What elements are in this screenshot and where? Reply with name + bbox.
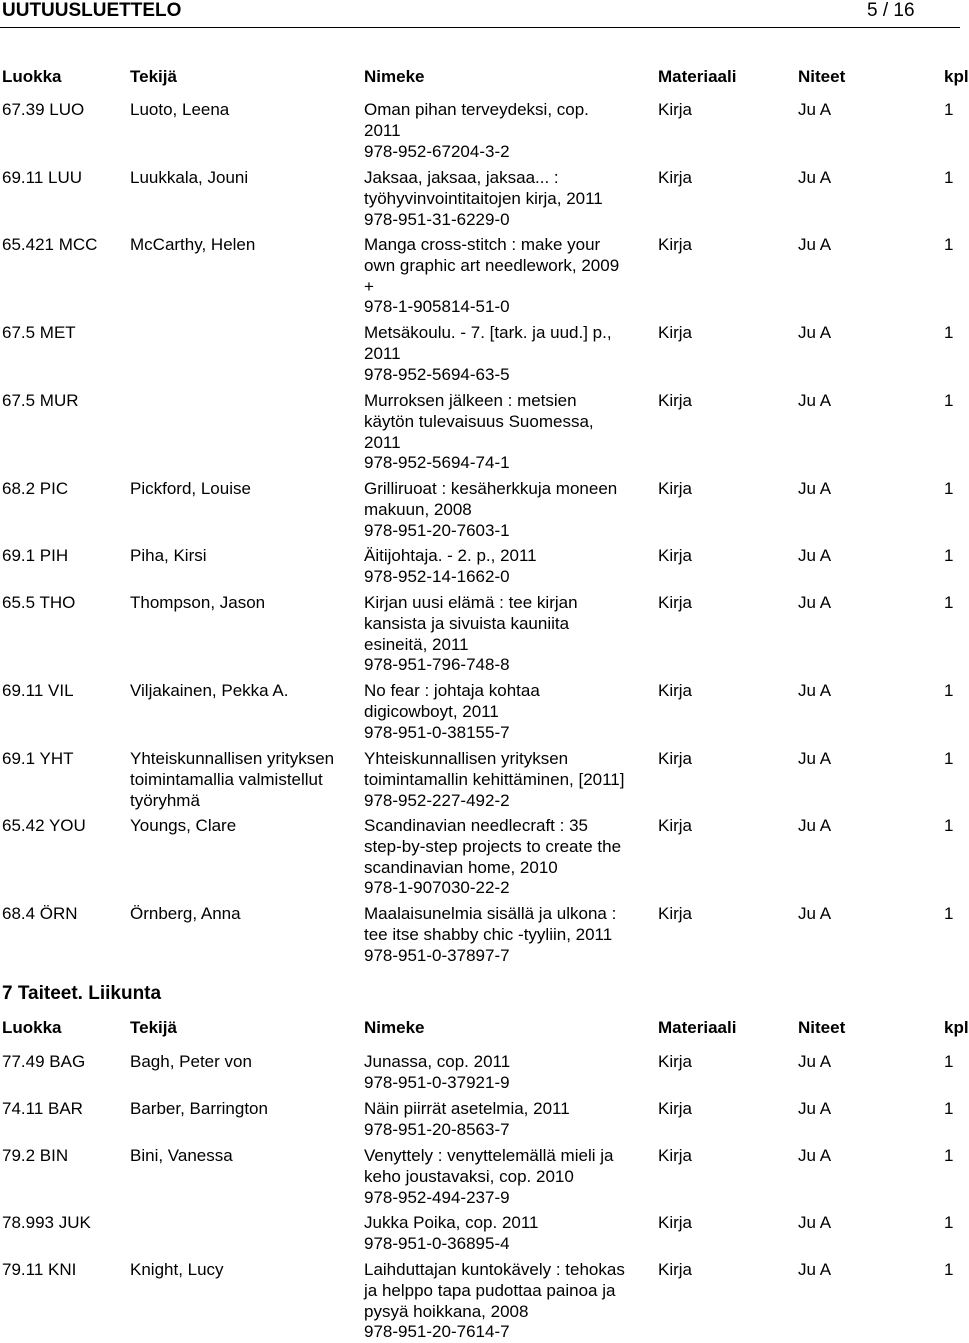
cell-luokka: 78.993 JUK bbox=[2, 1213, 91, 1232]
cell-tekija: Yhteiskunnallisen yrityksen toimintamallia valmistellut työryhmä bbox=[130, 749, 335, 810]
cell-nimeke bbox=[364, 681, 656, 743]
cell-kpl: 1 bbox=[944, 323, 954, 342]
title-line: Laihduttajan kuntokävely : tehokas bbox=[364, 1260, 625, 1279]
title-line: ja helppo tapa pudottaa painoa ja bbox=[364, 1280, 616, 1300]
cell-niteet: Ju A bbox=[798, 391, 832, 410]
cell-materiaali: Kirja bbox=[658, 1099, 693, 1118]
title-line: Äitijohtaja. - 2. p., 2011 bbox=[364, 546, 537, 565]
title-line: Maalaisunelmia sisällä ja ulkona : bbox=[364, 904, 617, 923]
cell-materiaali: Kirja bbox=[658, 100, 693, 119]
column-header-tekija: Tekijä bbox=[130, 1018, 177, 1037]
cell-luokka: 65.5 THO bbox=[2, 593, 76, 612]
cell-niteet: Ju A bbox=[798, 1260, 832, 1279]
title-line: Venyttely : venyttelemällä mieli ja bbox=[364, 1146, 614, 1165]
title-line: Oman pihan terveydeksi, cop. bbox=[364, 100, 589, 119]
cell-niteet: Ju A bbox=[798, 816, 832, 835]
title-line: kansista ja sivuista kauniita bbox=[364, 613, 570, 633]
cell-nimeke bbox=[364, 323, 656, 385]
cell-nimeke bbox=[364, 391, 656, 474]
cell-nimeke bbox=[364, 168, 656, 230]
catalog-title: UUTUUSLUETTELO bbox=[2, 0, 182, 21]
column-header-row bbox=[0, 1018, 969, 1040]
cell-nimeke bbox=[364, 904, 656, 966]
cell-nimeke bbox=[364, 235, 656, 318]
cell-kpl: 1 bbox=[944, 168, 954, 187]
cell-materiaali: Kirja bbox=[658, 479, 693, 498]
title-line: keho joustavaksi, cop. 2010 bbox=[364, 1166, 574, 1186]
cell-kpl: 1 bbox=[944, 479, 954, 498]
cell-kpl: 1 bbox=[944, 816, 954, 835]
header-divider bbox=[0, 27, 960, 28]
cell-luokka: 74.11 BAR bbox=[2, 1099, 83, 1118]
cell-tekija: Knight, Lucy bbox=[130, 1260, 224, 1279]
cell-nimeke bbox=[364, 100, 656, 162]
title-line: 978-952-67204-3-2 bbox=[364, 141, 510, 161]
title-line: 978-951-20-7614-7 bbox=[364, 1322, 510, 1342]
cell-tekija: Youngs, Clare bbox=[130, 816, 237, 835]
cell-tekija: Bini, Vanessa bbox=[130, 1146, 233, 1165]
cell-kpl: 1 bbox=[944, 100, 954, 119]
cell-materiaali: Kirja bbox=[658, 1052, 693, 1071]
cell-nimeke bbox=[364, 749, 656, 811]
cell-tekija: Luoto, Leena bbox=[130, 100, 230, 119]
cell-materiaali: Kirja bbox=[658, 1146, 693, 1165]
cell-luokka: 79.11 KNI bbox=[2, 1260, 77, 1279]
cell-luokka: 65.42 YOU bbox=[2, 816, 86, 835]
column-header-nimeke: Nimeke bbox=[364, 1018, 425, 1037]
cell-luokka: 79.2 BIN bbox=[2, 1146, 69, 1165]
title-line: step-by-step projects to create the bbox=[364, 836, 622, 856]
cell-nimeke bbox=[364, 546, 656, 588]
title-line: Yhteiskunnallisen yrityksen bbox=[364, 749, 569, 768]
title-line: Junassa, cop. 2011 bbox=[364, 1052, 511, 1071]
cell-niteet: Ju A bbox=[798, 1052, 832, 1071]
cell-materiaali: Kirja bbox=[658, 816, 693, 835]
cell-kpl: 1 bbox=[944, 1052, 954, 1071]
cell-niteet: Ju A bbox=[798, 100, 832, 119]
title-line: Kirjan uusi elämä : tee kirjan bbox=[364, 593, 578, 612]
cell-luokka: 77.49 BAG bbox=[2, 1052, 86, 1071]
column-header-luokka: Luokka bbox=[2, 67, 62, 86]
column-header-niteet: Niteet bbox=[798, 1018, 846, 1037]
cell-nimeke bbox=[364, 1099, 656, 1141]
cell-niteet: Ju A bbox=[798, 1099, 832, 1118]
title-line: tee itse shabby chic -tyyliin, 2011 bbox=[364, 924, 613, 944]
cell-tekija: Barber, Barrington bbox=[130, 1099, 268, 1118]
cell-kpl: 1 bbox=[944, 749, 954, 768]
title-line: 2011 bbox=[364, 120, 401, 140]
column-header-nimeke: Nimeke bbox=[364, 67, 425, 86]
cell-materiaali: Kirja bbox=[658, 904, 693, 923]
cell-kpl: 1 bbox=[944, 681, 954, 700]
cell-luokka: 68.4 ÖRN bbox=[2, 904, 78, 923]
cell-nimeke bbox=[364, 1146, 656, 1208]
cell-luokka: 67.5 MET bbox=[2, 323, 76, 342]
cell-niteet: Ju A bbox=[798, 681, 832, 700]
cell-kpl: 1 bbox=[944, 546, 954, 565]
title-line: Scandinavian needlecraft : 35 bbox=[364, 816, 588, 835]
cell-materiaali: Kirja bbox=[658, 749, 693, 768]
section-title: 7 Taiteet. Liikunta bbox=[2, 983, 162, 1004]
cell-niteet: Ju A bbox=[798, 1213, 832, 1232]
cell-nimeke bbox=[364, 1260, 656, 1343]
title-line: 978-951-20-7603-1 bbox=[364, 520, 510, 540]
cell-niteet: Ju A bbox=[798, 749, 832, 768]
cell-niteet: Ju A bbox=[798, 546, 832, 565]
cell-kpl: 1 bbox=[944, 1146, 954, 1165]
title-line: digicowboyt, 2011 bbox=[364, 701, 499, 721]
title-line: Metsäkoulu. - 7. [tark. ja uud.] p., bbox=[364, 323, 612, 342]
title-line: Jaksaa, jaksaa, jaksaa... : bbox=[364, 168, 559, 187]
cell-tekija: Viljakainen, Pekka A. bbox=[130, 681, 289, 700]
title-line: 978-951-20-8563-7 bbox=[364, 1119, 510, 1139]
cell-kpl: 1 bbox=[944, 1213, 954, 1232]
title-line: 978-1-905814-51-0 bbox=[364, 297, 510, 317]
cell-kpl: 1 bbox=[944, 235, 954, 254]
title-line: 978-951-31-6229-0 bbox=[364, 209, 510, 229]
cell-niteet: Ju A bbox=[798, 235, 832, 254]
cell-nimeke bbox=[364, 479, 656, 541]
cell-luokka: 69.11 LUU bbox=[2, 168, 83, 187]
title-line: työhyvinvointitaitojen kirja, 2011 bbox=[364, 188, 603, 208]
cell-luokka: 69.1 YHT bbox=[2, 749, 74, 768]
title-line: Näin piirrät asetelmia, 2011 bbox=[364, 1099, 570, 1118]
cell-luokka: 67.39 LUO bbox=[2, 100, 85, 119]
cell-kpl: 1 bbox=[944, 1260, 954, 1279]
cell-kpl: 1 bbox=[944, 904, 954, 923]
cell-materiaali: Kirja bbox=[658, 546, 693, 565]
cell-niteet: Ju A bbox=[798, 593, 832, 612]
title-line: 978-952-5694-74-1 bbox=[364, 453, 510, 473]
cell-niteet: Ju A bbox=[798, 479, 832, 498]
cell-materiaali: Kirja bbox=[658, 235, 693, 254]
cell-materiaali: Kirja bbox=[658, 168, 693, 187]
column-header-kpl: kpl bbox=[944, 1018, 969, 1037]
cell-kpl: 1 bbox=[944, 391, 954, 410]
cell-luokka: 67.5 MUR bbox=[2, 391, 79, 410]
title-line: 978-951-0-37897-7 bbox=[364, 945, 510, 965]
title-line: scandinavian home, 2010 bbox=[364, 857, 558, 877]
title-line: 978-1-907030-22-2 bbox=[364, 878, 510, 898]
cell-niteet: Ju A bbox=[798, 904, 832, 923]
title-line: No fear : johtaja kohtaa bbox=[364, 681, 540, 700]
cell-tekija: Luukkala, Jouni bbox=[130, 168, 249, 187]
title-line: Manga cross-stitch : make your bbox=[364, 235, 601, 254]
title-line: 978-952-227-492-2 bbox=[364, 790, 510, 810]
title-line: pysyä hoikkana, 2008 bbox=[364, 1301, 529, 1321]
cell-tekija: Piha, Kirsi bbox=[130, 546, 207, 565]
cell-luokka: 68.2 PIC bbox=[2, 479, 69, 498]
cell-luokka: 65.421 MCC bbox=[2, 235, 98, 254]
title-line: 978-952-5694-63-5 bbox=[364, 364, 510, 384]
title-line: 978-951-0-38155-7 bbox=[364, 722, 510, 742]
title-line: 978-951-0-36895-4 bbox=[364, 1233, 510, 1253]
cell-nimeke bbox=[364, 593, 656, 676]
cell-niteet: Ju A bbox=[798, 1146, 832, 1165]
cell-niteet: Ju A bbox=[798, 323, 832, 342]
cell-tekija: Örnberg, Anna bbox=[130, 904, 241, 923]
title-line: makuun, 2008 bbox=[364, 499, 472, 519]
column-header-row bbox=[0, 67, 969, 89]
title-line: 978-952-494-237-9 bbox=[364, 1187, 510, 1207]
cell-materiaali: Kirja bbox=[658, 681, 693, 700]
title-line: Grilliruoat : kesäherkkuja moneen bbox=[364, 479, 618, 498]
column-header-tekija: Tekijä bbox=[130, 67, 177, 86]
page-number: 5 / 16 bbox=[867, 0, 915, 21]
cell-materiaali: Kirja bbox=[658, 1213, 693, 1232]
cell-luokka: 69.1 PIH bbox=[2, 546, 69, 565]
cell-nimeke bbox=[364, 1052, 656, 1094]
title-line: + bbox=[364, 276, 374, 296]
cell-tekija: Thompson, Jason bbox=[130, 593, 266, 612]
cell-tekija: McCarthy, Helen bbox=[130, 235, 256, 254]
title-line: own graphic art needlework, 2009 bbox=[364, 255, 620, 275]
title-line: 978-952-14-1662-0 bbox=[364, 566, 510, 586]
cell-materiaali: Kirja bbox=[658, 1260, 693, 1279]
title-line: käytön tulevaisuus Suomessa, bbox=[364, 411, 594, 431]
cell-kpl: 1 bbox=[944, 1099, 954, 1118]
column-header-materiaali: Materiaali bbox=[658, 1018, 737, 1037]
title-line: 2011 bbox=[364, 343, 401, 363]
cell-nimeke bbox=[364, 816, 656, 899]
column-header-niteet: Niteet bbox=[798, 67, 846, 86]
title-line: esineitä, 2011 bbox=[364, 634, 469, 654]
cell-tekija: Bagh, Peter von bbox=[130, 1052, 252, 1071]
title-line: Murroksen jälkeen : metsien bbox=[364, 391, 577, 410]
column-header-kpl: kpl bbox=[944, 67, 969, 86]
title-line: 2011 bbox=[364, 432, 401, 452]
cell-materiaali: Kirja bbox=[658, 593, 693, 612]
cell-niteet: Ju A bbox=[798, 168, 832, 187]
cell-kpl: 1 bbox=[944, 593, 954, 612]
cell-materiaali: Kirja bbox=[658, 391, 693, 410]
title-line: Jukka Poika, cop. 2011 bbox=[364, 1213, 539, 1232]
column-header-luokka: Luokka bbox=[2, 1018, 62, 1037]
title-line: toimintamallin kehittäminen, [2011] bbox=[364, 769, 625, 789]
cell-materiaali: Kirja bbox=[658, 323, 693, 342]
cell-luokka: 69.11 VIL bbox=[2, 681, 74, 700]
cell-tekija: Pickford, Louise bbox=[130, 479, 251, 498]
title-line: 978-951-796-748-8 bbox=[364, 655, 510, 675]
cell-nimeke bbox=[364, 1213, 656, 1255]
title-line: 978-951-0-37921-9 bbox=[364, 1072, 510, 1092]
column-header-materiaali: Materiaali bbox=[658, 67, 737, 86]
